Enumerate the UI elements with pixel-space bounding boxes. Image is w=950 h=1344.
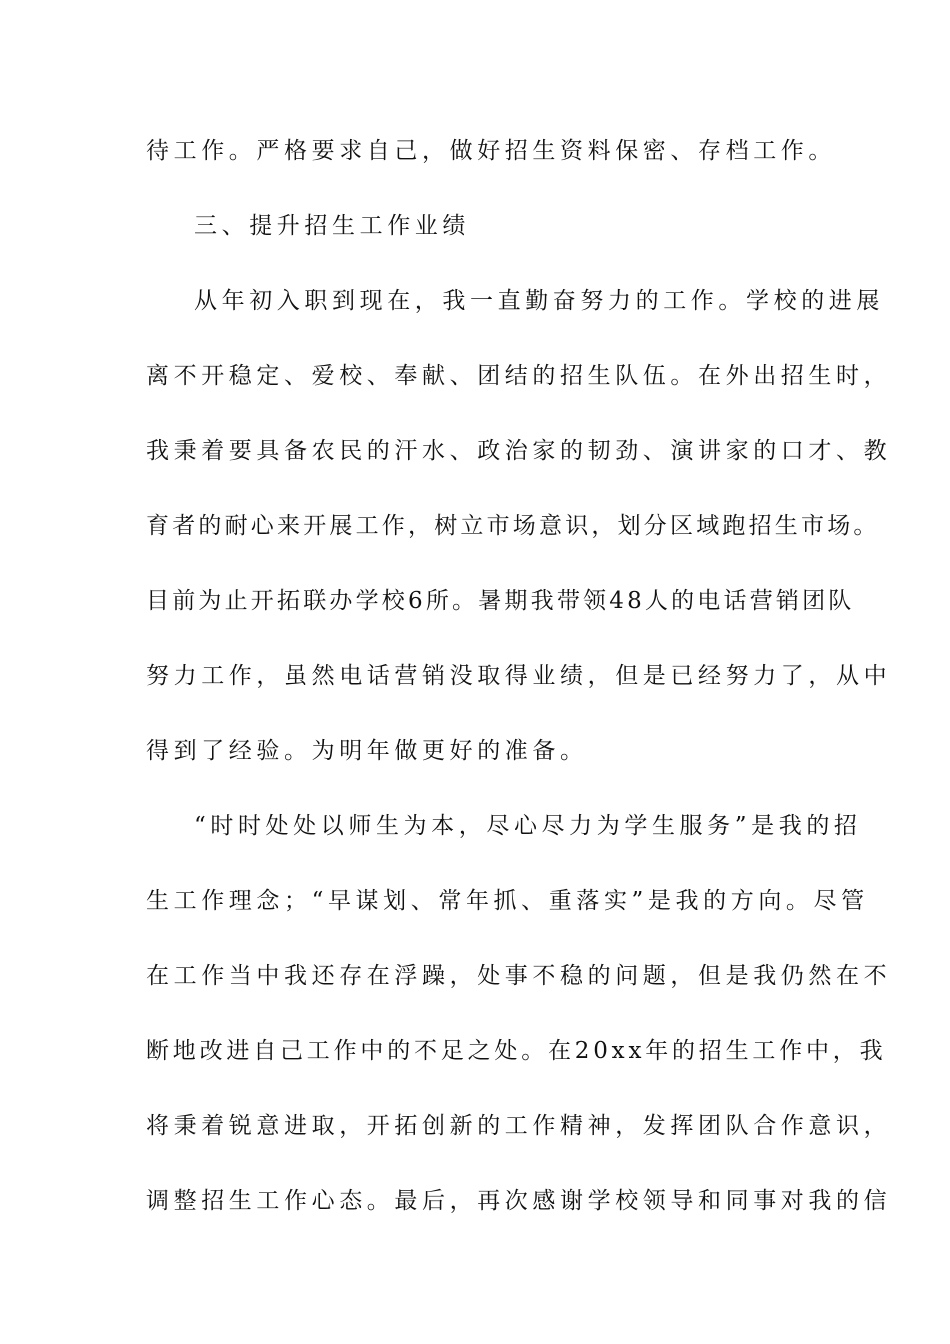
text-line: 将秉着锐意进取，开拓创新的工作精神，发挥团队合作意识， [146,1113,892,1139]
section-heading: 三、提升招生工作业绩 [194,213,470,239]
text-line: 目前为止开拓联办学校6所。暑期我带领48人的电话营销团队 [146,588,855,614]
text-line: 调整招生工作心态。最后，再次感谢学校领导和同事对我的信 [146,1188,892,1214]
text-line: 得到了经验。为明年做更好的准备。 [146,738,588,764]
text-line: 生工作理念；“早谋划、常年抓、重落实”是我的方向。尽管 [146,888,869,914]
text-line: 从年初入职到现在，我一直勤奋努力的工作。学校的进展 [194,288,884,314]
text-line: 待工作。严格要求自己，做好招生资料保密、存档工作。 [146,138,836,164]
text-line: 离不开稳定、爱校、奉献、团结的招生队伍。在外出招生时， [146,363,892,389]
text-line: “时时处处以师生为本，尽心尽力为学生服务”是我的招 [194,813,862,839]
text-line: 我秉着要具备农民的汗水、政治家的韧劲、演讲家的口才、教 [146,438,892,464]
text-line: 在工作当中我还存在浮躁，处事不稳的问题，但是我仍然在不 [146,963,892,989]
text-line: 努力工作，虽然电话营销没取得业绩，但是已经努力了，从中 [146,663,892,689]
text-line: 断地改进自己工作中的不足之处。在20xx年的招生工作中，我 [146,1038,887,1064]
text-line: 育者的耐心来开展工作，树立市场意识，划分区域跑招生市场。 [146,513,880,539]
